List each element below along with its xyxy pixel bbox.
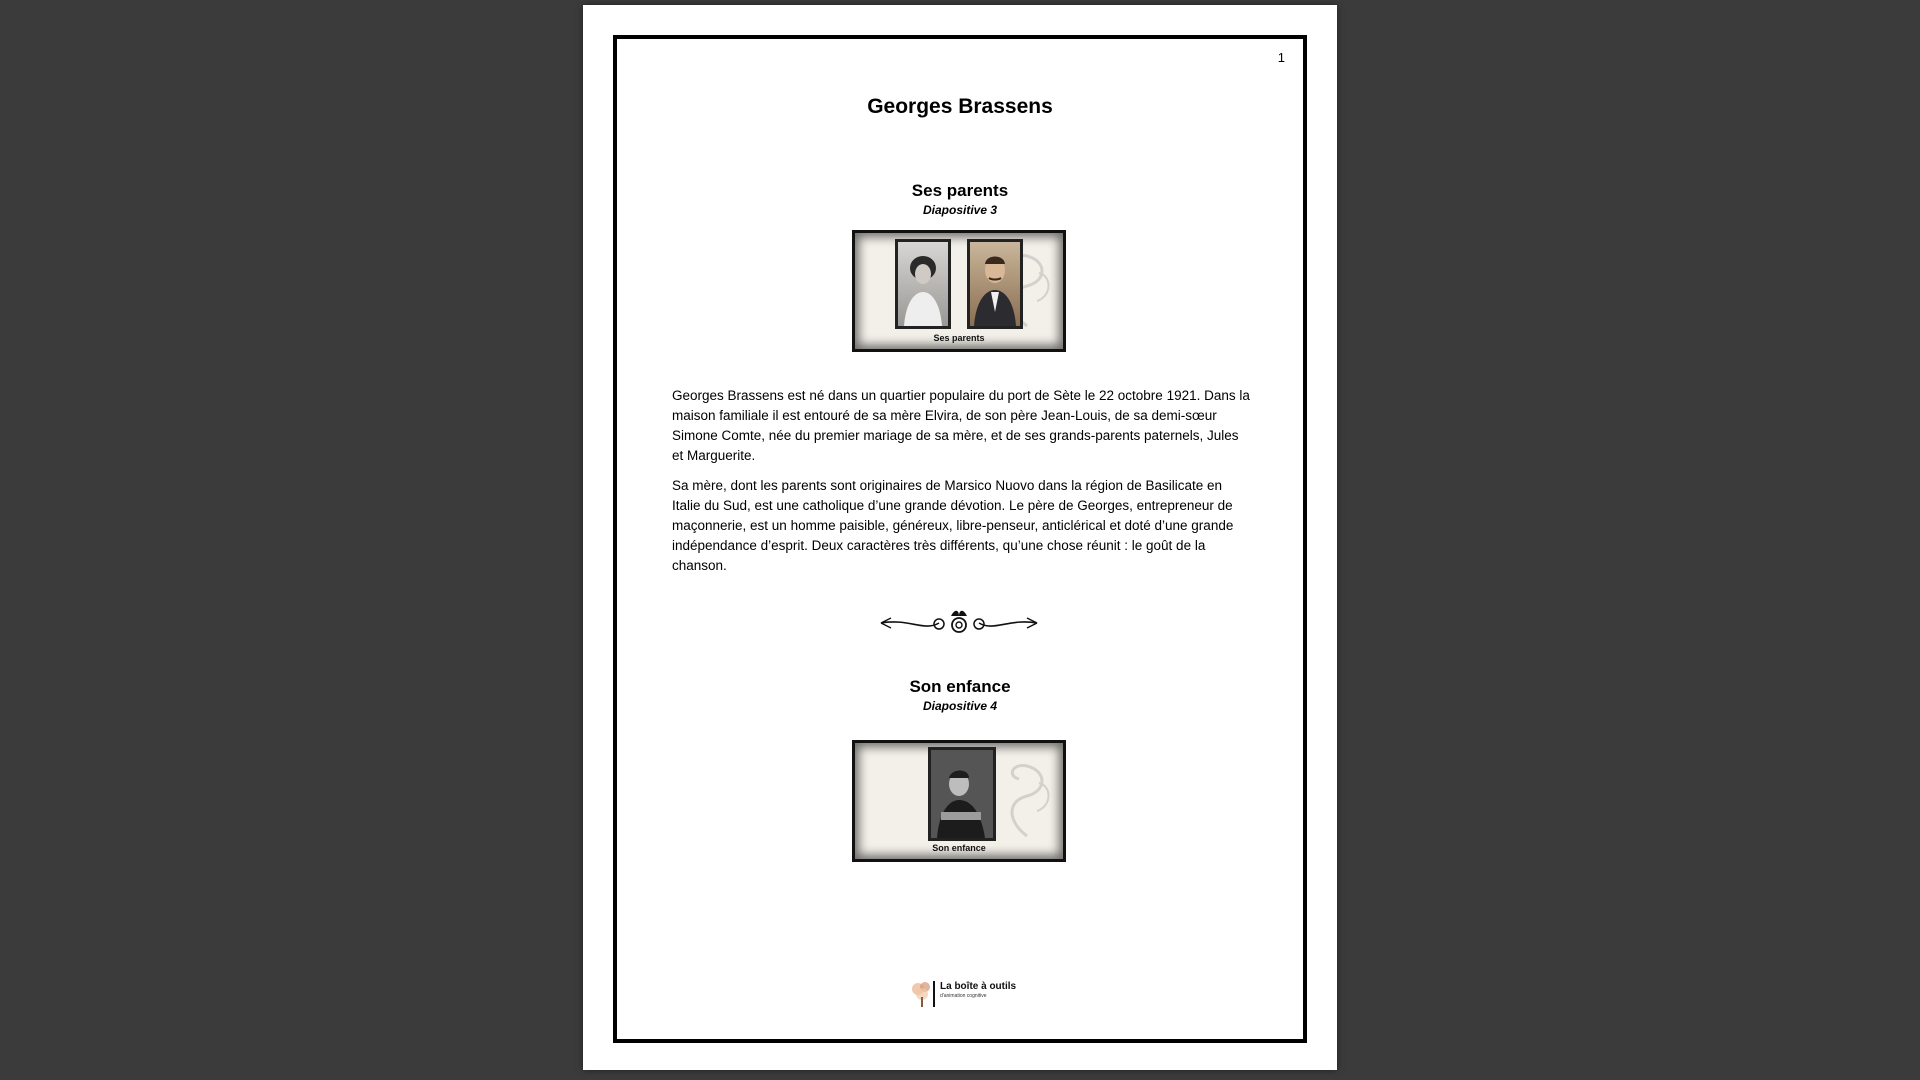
paragraph-1: Georges Brassens est né dans un quartier populaire du port de Sète le 22 octobre 1921. Dans la maison familiale il est entouré de sa mère Elvira, de son père Jean-Louis, de sa demi-sœur Simone Comte, née du premier mariage de sa mère, et de ses grands-parents paternels, Jules et Marguerite. bbox=[672, 388, 1250, 463]
section-subtitle-diapositive-4: Diapositive 4 bbox=[922, 699, 998, 713]
portrait-child-icon bbox=[931, 750, 993, 838]
slide-caption: Son enfance bbox=[932, 843, 986, 853]
ornament-divider-icon bbox=[879, 608, 1039, 638]
document-page bbox=[583, 5, 1337, 1070]
slide-thumbnail-ses-parents bbox=[852, 230, 1066, 352]
swirl-ornament bbox=[997, 751, 1057, 841]
footer-logo bbox=[908, 977, 1018, 1011]
logo-text: La boîte à outils bbox=[940, 981, 1017, 992]
portrait-woman-icon bbox=[898, 242, 948, 326]
father-photo bbox=[967, 239, 1023, 329]
portrait-man-icon bbox=[970, 242, 1020, 326]
childhood-photo bbox=[928, 747, 996, 841]
paragraph-2: Sa mère, dont les parents sont originaires de Marsico Nuovo dans la région de Basilicate en Italie du Sud, est une catholique d’une grande dévotion. Le père de Georges, entrepreneur de maçonnerie, est un homme paisible, généreux, libre-penseur, anticlérical et doté d’une grande indépendance d’esprit. Deux caractères très différents, qu’une chose réunit : le goût de la chanson. bbox=[672, 478, 1234, 573]
tree-logo-icon bbox=[908, 979, 936, 1009]
slide-thumbnail-son-enfance bbox=[852, 740, 1066, 862]
logo-subtext: d'animation cognitive bbox=[940, 993, 987, 999]
section-title-ses-parents: Ses parents bbox=[911, 181, 1009, 200]
page-number: 1 bbox=[1277, 50, 1285, 65]
mother-photo bbox=[895, 239, 951, 329]
section-title-son-enfance: Son enfance bbox=[909, 677, 1011, 696]
section-subtitle-diapositive-3: Diapositive 3 bbox=[922, 203, 998, 217]
page-title: Georges Brassens bbox=[867, 95, 1053, 118]
slide-caption: Ses parents bbox=[933, 333, 985, 343]
